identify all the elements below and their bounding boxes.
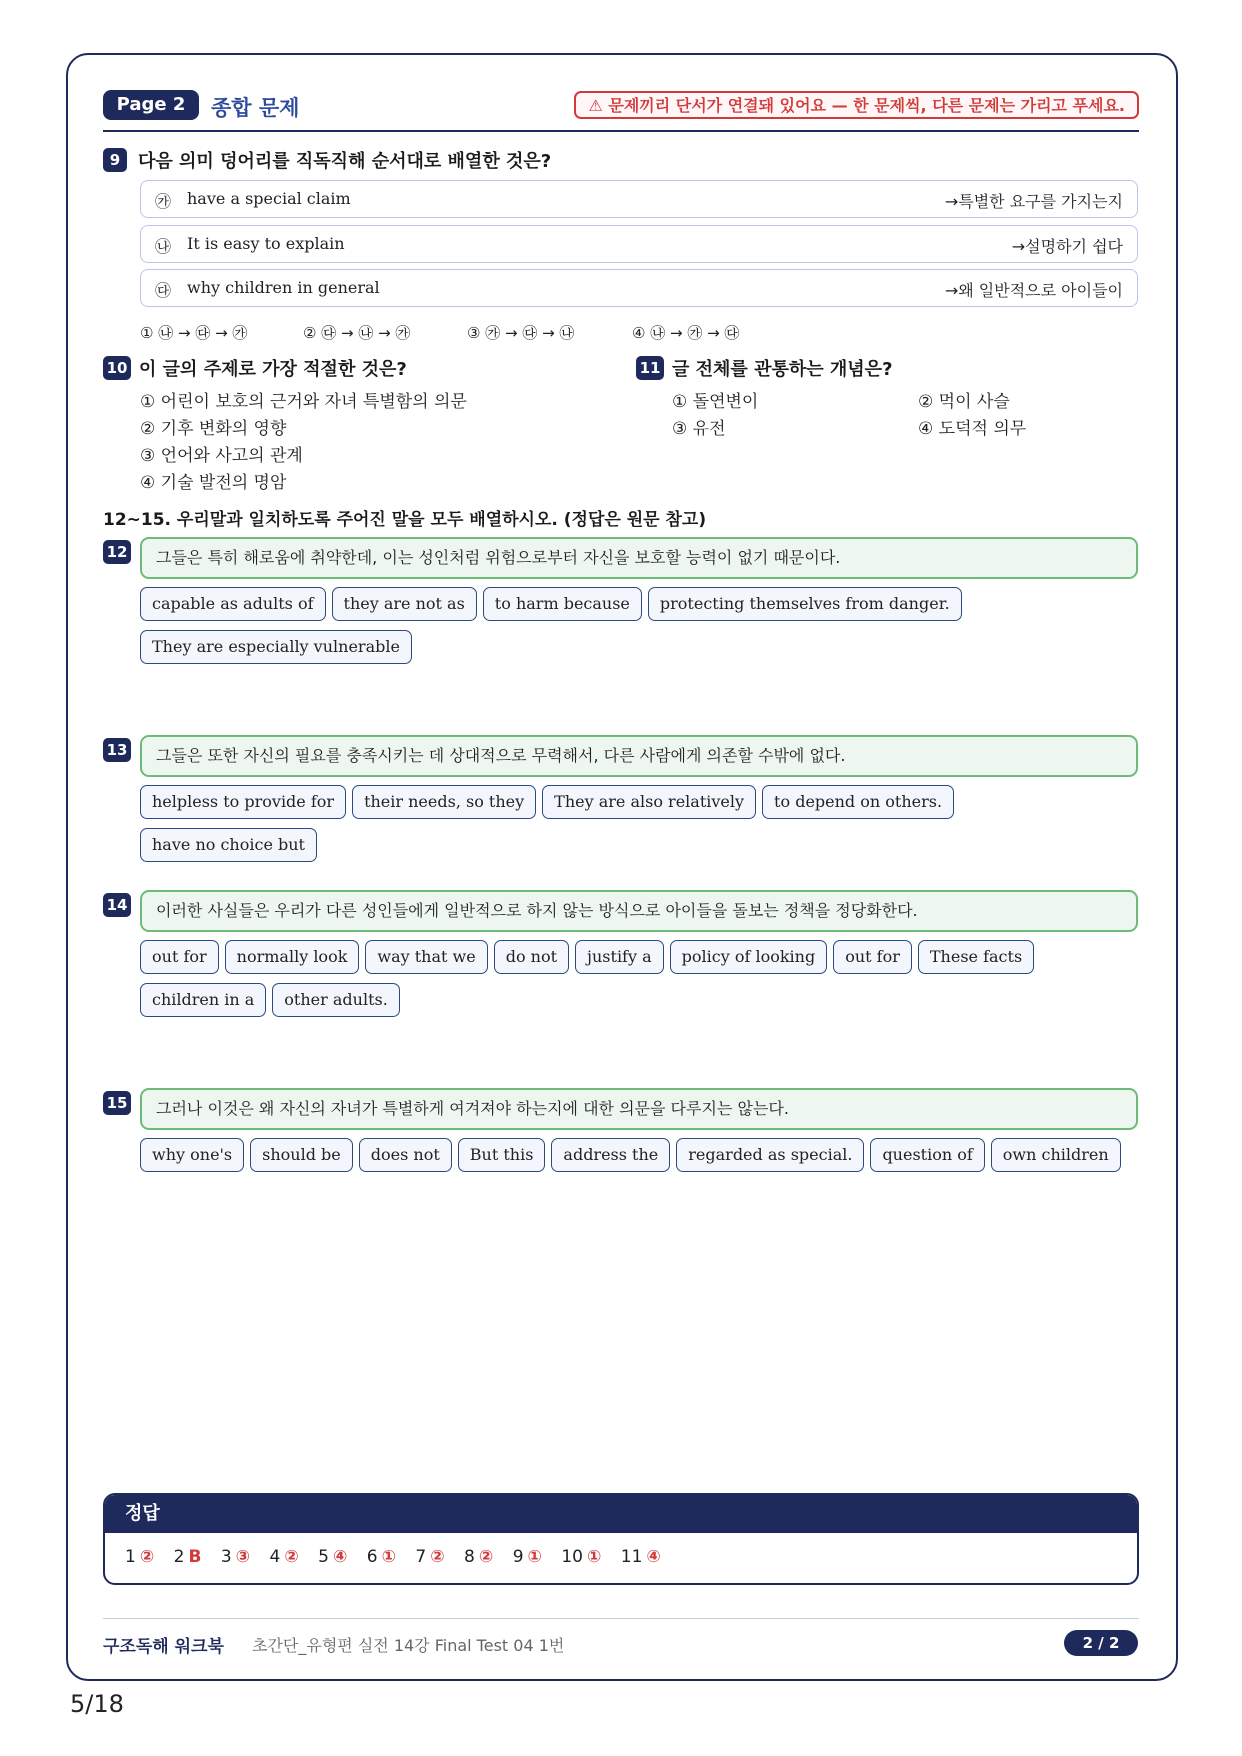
word-tile[interactable]: have no choice but xyxy=(140,828,317,862)
chunk-english: have a special claim xyxy=(187,189,351,208)
question-number-13: 13 xyxy=(103,738,131,762)
footer-source: 초간단_유형편 실전 14강 Final Test 04 1번 xyxy=(252,1636,565,1655)
word-tile[interactable]: helpless to provide for xyxy=(140,785,346,819)
chunk-row-a xyxy=(140,180,1138,218)
word-tile[interactable]: normally look xyxy=(225,940,360,974)
q10-option-2[interactable]: ② 기후 변화의 영향 xyxy=(140,419,287,439)
word-tile[interactable]: out for xyxy=(140,940,219,974)
document-page-counter: 5/18 xyxy=(70,1690,124,1718)
page-label-badge: Page 2 xyxy=(103,90,199,120)
word-tile[interactable]: their needs, so they xyxy=(352,785,536,819)
answer-item: 7 ② xyxy=(415,1547,445,1567)
word-tile[interactable]: does not xyxy=(359,1138,452,1172)
word-tile[interactable]: These facts xyxy=(918,940,1034,974)
chunk-korean: →설명하기 쉽다 xyxy=(1011,237,1123,256)
answer-item: 2 B xyxy=(173,1547,202,1567)
question-number-14: 14 xyxy=(103,893,131,917)
warning-banner: ⚠ 문제끼리 단서가 연결돼 있어요 — 한 문제씩, 다른 문제는 가리고 푸세요. xyxy=(574,91,1139,119)
word-tile[interactable]: question of xyxy=(870,1138,984,1172)
chunk-korean: →특별한 요구를 가지는지 xyxy=(944,192,1123,211)
q9-choice-4[interactable]: ④ ㉯ → ㉮ → ㉰ xyxy=(632,324,740,342)
answer-item: 9 ① xyxy=(512,1547,542,1567)
chunk-english: why children in general xyxy=(187,278,380,297)
chunk-mark: ㉮ xyxy=(155,192,172,211)
word-tile[interactable]: to depend on others. xyxy=(762,785,954,819)
q12-korean-sentence: 그들은 특히 해로움에 취약한데, 이는 성인처럼 위험으로부터 자신을 보호할 능력이 없기 때문이다. xyxy=(140,537,1138,579)
chunk-row-b xyxy=(140,225,1138,263)
answer-key-list xyxy=(105,1533,1137,1567)
footer-page-badge: 2 / 2 xyxy=(1064,1630,1138,1656)
word-tile[interactable]: to harm because xyxy=(483,587,642,621)
q9-choice-2[interactable]: ② ㉰ → ㉯ → ㉮ xyxy=(303,324,411,342)
q10-option-1[interactable]: ① 어린이 보호의 근거와 자녀 특별함의 의문 xyxy=(140,392,467,412)
footer-brand: 구조독해 워크북 xyxy=(103,1637,224,1657)
answer-item: 5 ④ xyxy=(318,1547,348,1567)
word-tile[interactable]: They are also relatively xyxy=(542,785,756,819)
question-number-11: 11 xyxy=(636,356,664,380)
word-tile[interactable]: do not xyxy=(494,940,569,974)
word-tile[interactable]: justify a xyxy=(575,940,664,974)
chunk-english: It is easy to explain xyxy=(187,234,345,253)
word-tile[interactable]: policy of looking xyxy=(670,940,828,974)
word-tile[interactable]: address the xyxy=(551,1138,670,1172)
q11-option-4[interactable]: ④ 도덕적 의무 xyxy=(918,419,1027,439)
answer-item: 8 ② xyxy=(464,1547,494,1567)
question-number-9: 9 xyxy=(103,148,127,172)
answer-item: 10 ① xyxy=(561,1547,602,1567)
footer-divider xyxy=(103,1618,1139,1619)
q11-option-2[interactable]: ② 먹이 사슬 xyxy=(918,392,1010,412)
answer-item: 3 ③ xyxy=(220,1547,251,1567)
q13-korean-sentence: 그들은 또한 자신의 필요를 충족시키는 데 상대적으로 무력해서, 다른 사람에게 의존할 수밖에 없다. xyxy=(140,735,1138,777)
q11-option-1[interactable]: ① 돌연변이 xyxy=(672,392,759,412)
q14-word-tiles xyxy=(140,940,1140,1026)
chunk-row-c xyxy=(140,269,1138,307)
question-number-12: 12 xyxy=(103,540,131,564)
answer-item: 11 ④ xyxy=(620,1547,661,1567)
answer-item: 4 ② xyxy=(269,1547,299,1567)
word-tile[interactable]: capable as adults of xyxy=(140,587,326,621)
word-tile[interactable]: They are especially vulnerable xyxy=(140,630,412,664)
word-tile[interactable]: other adults. xyxy=(272,983,400,1017)
q14-korean-sentence: 이러한 사실들은 우리가 다른 성인들에게 일반적으로 하지 않는 방식으로 아이들을 돌보는 정책을 정당화한다. xyxy=(140,890,1138,932)
word-tile[interactable]: out for xyxy=(833,940,912,974)
q11-option-3[interactable]: ③ 유전 xyxy=(672,419,726,439)
question-10-title: 이 글의 주제로 가장 적절한 것은? xyxy=(139,359,407,380)
answer-item: 1 ② xyxy=(125,1547,155,1567)
q10-option-3[interactable]: ③ 언어와 사고의 관계 xyxy=(140,446,303,466)
word-tile[interactable]: regarded as special. xyxy=(676,1138,864,1172)
chunk-mark: ㉰ xyxy=(155,281,172,300)
word-tile[interactable]: But this xyxy=(458,1138,546,1172)
page-header xyxy=(103,90,1139,132)
q15-word-tiles xyxy=(140,1138,1140,1181)
q12-word-tiles xyxy=(140,587,1140,673)
q13-word-tiles xyxy=(140,785,1140,871)
word-tile[interactable]: they are not as xyxy=(332,587,477,621)
question-number-10: 10 xyxy=(103,356,131,380)
answer-item: 6 ① xyxy=(366,1547,396,1567)
question-11-title: 글 전체를 관통하는 개념은? xyxy=(672,359,893,380)
answer-key-box xyxy=(103,1493,1139,1585)
arrangement-instruction: 12~15. 우리말과 일치하도록 주어진 말을 모두 배열하시오. (정답은 원문 참고) xyxy=(103,510,707,530)
q10-option-4[interactable]: ④ 기술 발전의 명암 xyxy=(140,473,287,493)
word-tile[interactable]: way that we xyxy=(365,940,487,974)
section-title: 종합 문제 xyxy=(211,96,300,120)
question-9-title: 다음 의미 덩어리를 직독직해 순서대로 배열한 것은? xyxy=(138,151,552,172)
word-tile[interactable]: should be xyxy=(250,1138,353,1172)
chunk-korean: →왜 일반적으로 아이들이 xyxy=(944,281,1123,300)
answer-key-title: 정답 xyxy=(105,1495,1137,1533)
word-tile[interactable]: why one's xyxy=(140,1138,244,1172)
q15-korean-sentence: 그러나 이것은 왜 자신의 자녀가 특별하게 여겨져야 하는지에 대한 의문을 다루지는 않는다. xyxy=(140,1088,1138,1130)
chunk-mark: ㉯ xyxy=(155,237,172,256)
word-tile[interactable]: protecting themselves from danger. xyxy=(648,587,962,621)
q9-choice-1[interactable]: ① ㉯ → ㉰ → ㉮ xyxy=(140,324,248,342)
word-tile[interactable]: own children xyxy=(991,1138,1121,1172)
question-number-15: 15 xyxy=(103,1091,131,1115)
q9-choice-3[interactable]: ③ ㉮ → ㉰ → ㉯ xyxy=(467,324,575,342)
word-tile[interactable]: children in a xyxy=(140,983,266,1017)
